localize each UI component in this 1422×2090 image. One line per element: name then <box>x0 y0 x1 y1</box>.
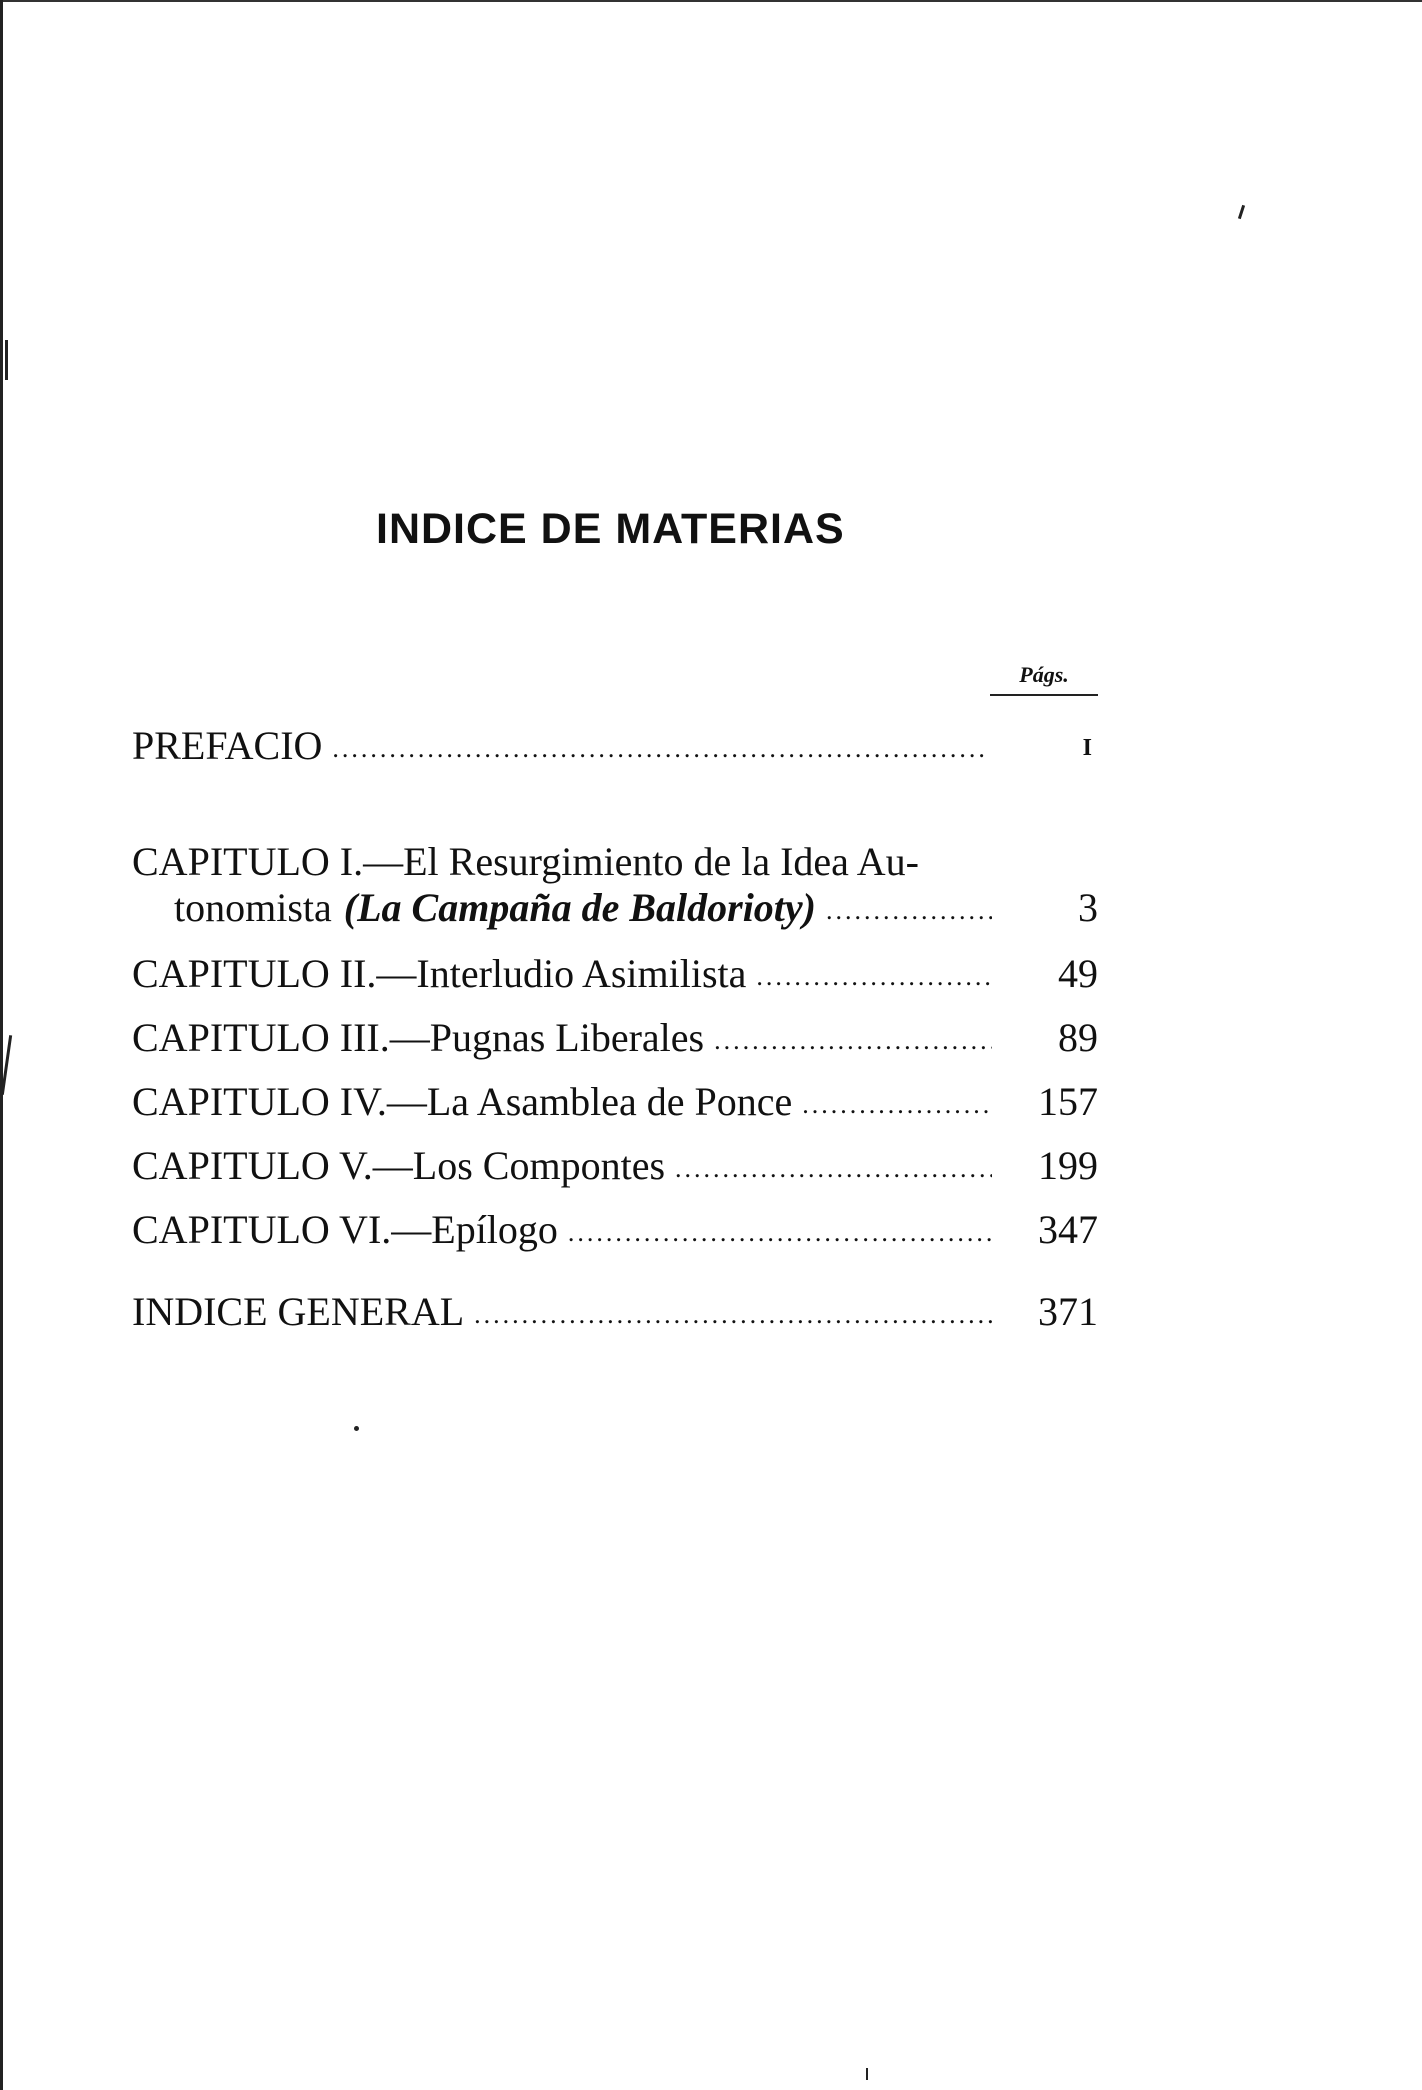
toc-entry-indice-general <box>132 1289 1098 1334</box>
toc-entry-label: INDICE GENERAL <box>132 1289 465 1334</box>
toc-entry-page: 199 <box>1038 1143 1098 1188</box>
toc-entry-label-continued: tonomista <box>174 885 332 930</box>
dot-leader <box>714 1028 992 1058</box>
scan-speck <box>1238 205 1245 219</box>
dot-leader <box>332 736 986 766</box>
toc-entry-label: CAPITULO I.—El Resurgimiento de la Idea Au- <box>132 839 919 884</box>
page-title: INDICE DE MATERIAS <box>376 505 845 553</box>
dot-leader <box>568 1220 992 1250</box>
toc-entry-label: CAPITULO III.—Pugnas Liberales <box>132 1015 705 1060</box>
toc-entry-capitulo-3 <box>132 1015 1098 1060</box>
toc-entry-page: 157 <box>1038 1079 1098 1124</box>
table-of-contents <box>132 720 1098 1334</box>
toc-entry-capitulo-1 <box>132 839 1098 930</box>
scan-speck <box>354 1426 359 1431</box>
toc-entry-capitulo-2 <box>132 951 1098 996</box>
toc-entry-label: CAPITULO II.—Interludio Asimilista <box>132 951 747 996</box>
dot-leader <box>675 1156 992 1186</box>
toc-entry-capitulo-5 <box>132 1143 1098 1188</box>
dot-leader <box>474 1302 992 1332</box>
toc-entry-label: PREFACIO <box>132 723 323 768</box>
toc-entry-page: 89 <box>1058 1015 1098 1060</box>
toc-entry-capitulo-6 <box>132 1207 1098 1252</box>
toc-entry-capitulo-4 <box>132 1079 1098 1124</box>
toc-entry-label: CAPITULO IV.—La Asamblea de Ponce <box>132 1079 793 1124</box>
scan-edge-top <box>0 0 1422 2</box>
scan-speck <box>866 2068 868 2080</box>
toc-entry-page: 49 <box>1058 951 1098 996</box>
toc-entry-page: I <box>1082 735 1092 761</box>
toc-entry-label: CAPITULO VI.—Epílogo <box>132 1207 558 1252</box>
toc-entry-page: 371 <box>1038 1289 1098 1334</box>
pages-column-header: Págs. <box>990 664 1098 696</box>
toc-entry-page: 3 <box>1078 885 1098 930</box>
toc-entry-prefacio <box>132 723 1098 768</box>
toc-entry-subtitle: (La Campaña de Baldorioty) <box>343 885 816 930</box>
dot-leader <box>756 964 992 994</box>
dot-leader <box>826 898 992 928</box>
toc-entry-page: 347 <box>1038 1207 1098 1252</box>
scan-speck <box>5 340 8 380</box>
toc-entry-label: CAPITULO V.—Los Compontes <box>132 1143 666 1188</box>
scan-edge-left <box>0 0 3 2090</box>
dot-leader <box>802 1092 992 1122</box>
